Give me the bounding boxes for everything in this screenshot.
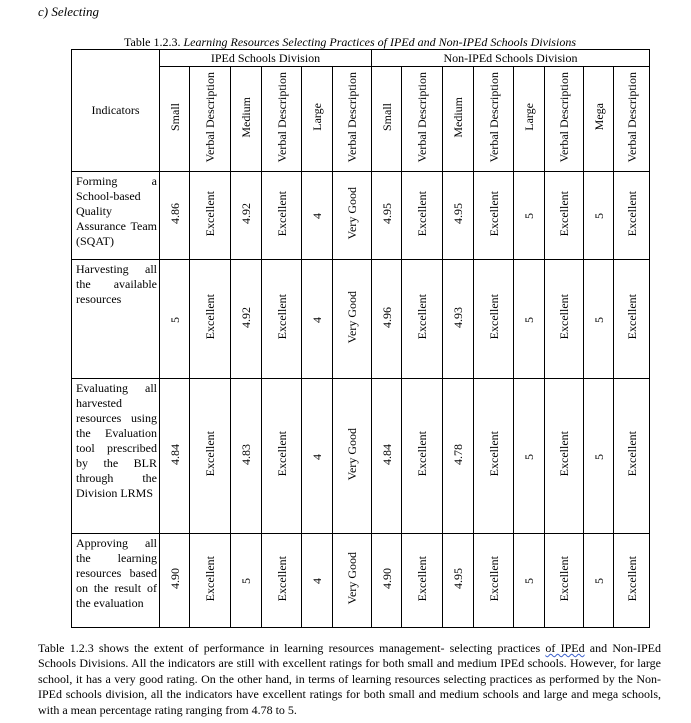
cell-value: Excellent [557,431,571,477]
table-cell [584,172,614,260]
table-cell [262,534,302,628]
cell-value: Excellent [203,190,217,237]
column-header-label: Verbal Description [624,71,639,163]
column-header [443,67,474,172]
column-header-label: Verbal Description [557,71,571,163]
column-header [231,67,262,172]
cell-value: Very Good [345,187,359,240]
column-header-label: Verbal Description [415,71,429,163]
table-cell [443,260,474,379]
column-header [262,67,302,172]
column-header [584,67,614,172]
cell-value: Excellent [486,190,501,237]
cell-value: 5 [591,316,606,323]
table-cell [614,379,650,534]
cell-value: 5 [239,578,253,584]
table-cell [402,534,443,628]
table-cell [302,260,333,379]
cell-value: 4 [310,213,324,219]
cell-value: 5 [522,453,536,460]
paragraph-part-1: Table 1.2.3 shows the extent of performance in learning resources management- selecting practices [38,641,546,655]
cell-value: Excellent [415,431,429,477]
cell-value: 5 [591,213,606,219]
cell-value: Excellent [274,431,289,477]
column-header [614,67,650,172]
cell-value: 4.92 [239,203,253,224]
cell-value: 4.84 [167,443,182,465]
group-header-iped: IPEd Schools Division [160,50,372,67]
cell-value: 4.83 [239,443,253,465]
cell-value: 5 [591,578,606,584]
cell-value: Excellent [557,190,571,237]
table-cell [333,379,372,534]
indicator-cell: Approving all the learning resources based on the result of the evaluation [72,534,160,628]
paragraph-part-2: and Non-IPEd Schools Divisions. All the indicators are still with excellent ratings for both small and medium IPEd schools. However, for large school, it has a very good rating. On the other hand, in terms of learning resources selecting practices as performed by the Non-IPEd schools division, all the indicators have excellent ratings for both small and medium schools and large and mega schools, with a mean percentage rating ranging from 4.78 to 5. [38,641,662,717]
table-cell [372,534,402,628]
table-cell [614,172,650,260]
indicator-cell: Forming a School-based Quality Assurance Team (SQAT) [72,172,160,260]
cell-value: Excellent [557,555,571,602]
selecting-practices-table [71,49,650,628]
column-header-label: Verbal Description [486,71,501,163]
cell-value: Very Good [345,290,359,344]
table-cell [160,534,190,628]
indicator-cell: Harvesting all the available resources [72,260,160,379]
cell-value: 4.95 [451,568,465,589]
column-header [474,67,514,172]
cell-value: 5 [522,316,536,323]
table-cell [614,260,650,379]
cell-value: Excellent [486,555,501,602]
column-header-label: Small [379,102,394,131]
column-header [333,67,372,172]
table-cell [372,172,402,260]
table-cell [545,172,584,260]
column-header [514,67,545,172]
table-cell [584,260,614,379]
caption-prefix: Table 1.2.3. [124,35,181,49]
cell-value: 4.84 [379,443,394,465]
table-cell [614,534,650,628]
table-cell [443,172,474,260]
table-cell [302,172,333,260]
cell-value: Excellent [203,555,217,602]
table-caption [70,35,630,50]
table-cell [160,379,190,534]
table-cell [231,534,262,628]
column-header-label: Small [167,102,182,131]
cell-value: 4.90 [379,568,394,589]
cell-value: Excellent [486,431,501,477]
column-header [545,67,584,172]
cell-value: Very Good [345,427,359,481]
column-header-label: Large [522,103,536,131]
cell-value: Very Good [345,552,359,605]
column-header-label: Large [310,103,324,131]
table-row [72,260,650,379]
cell-value: Excellent [415,190,429,237]
table-cell [372,260,402,379]
table-cell [443,379,474,534]
cell-value: Excellent [624,431,639,477]
table-cell [372,379,402,534]
table-cell [262,172,302,260]
table-row [72,172,650,260]
table-cell [190,534,231,628]
table-cell [514,172,545,260]
section-heading: c) Selecting [38,4,99,19]
table-cell [402,172,443,260]
table-cell [474,379,514,534]
caption-title: Learning Resources Selecting Practices of IPEd and Non-IPEd Schools Divisions [183,35,576,49]
table-cell [443,534,474,628]
table-cell [302,379,333,534]
column-header-label: Medium [451,96,465,138]
table-cell [402,260,443,379]
cell-value: Excellent [203,431,217,477]
table-cell [262,260,302,379]
table-cell [262,379,302,534]
cell-value: Excellent [274,555,289,602]
table-cell [333,534,372,628]
cell-value: Excellent [557,294,571,340]
column-header-label: Verbal Description [274,71,289,163]
summary-paragraph [38,641,661,718]
column-header-label: Medium [239,96,253,138]
table-cell [545,260,584,379]
cell-value: Excellent [274,294,289,340]
table-cell [545,534,584,628]
table-cell [402,379,443,534]
table-cell [514,534,545,628]
table-cell [474,534,514,628]
cell-value: 4.92 [239,306,253,328]
column-header-label: Mega [591,103,606,131]
cell-value: 4.96 [379,306,394,328]
cell-value: 5 [591,453,606,460]
column-header-label: Verbal Description [203,71,217,163]
cell-value: Excellent [624,555,639,602]
cell-value: Excellent [486,294,501,340]
table-cell [333,260,372,379]
group-header-non-iped: Non-IPEd Schools Division [372,50,650,67]
cell-value: 4.86 [167,203,182,224]
cell-value: 4.90 [167,568,182,589]
spellcheck-underlined-text: of IPEd [545,641,585,655]
column-header [402,67,443,172]
cell-value: 4.95 [451,203,465,224]
table-cell [231,172,262,260]
indicator-cell: Evaluating all harvested resources using the Evaluation tool prescribed by the BLR through the Division LRMS [72,379,160,534]
table-cell [474,172,514,260]
table-cell [514,379,545,534]
table-cell [190,379,231,534]
table-cell [584,379,614,534]
column-header [302,67,333,172]
cell-value: 4.95 [379,203,394,224]
column-header [160,67,190,172]
table-cell [190,172,231,260]
table-cell [302,534,333,628]
table-cell [160,260,190,379]
table-cell [514,260,545,379]
table-row [72,534,650,628]
column-header-label: Verbal Description [345,71,359,163]
indicators-header: Indicators [72,50,160,172]
cell-value: Excellent [624,294,639,340]
cell-value: 5 [167,316,182,323]
cell-value: 4 [310,578,324,584]
cell-value: Excellent [203,294,217,340]
cell-value: 5 [522,213,536,219]
column-header [372,67,402,172]
table-cell [190,260,231,379]
table-cell [584,534,614,628]
table-cell [231,260,262,379]
table-cell [160,172,190,260]
column-header [190,67,231,172]
cell-value: Excellent [415,555,429,602]
table-cell [231,379,262,534]
cell-value: 4 [310,316,324,323]
table-cell [333,172,372,260]
cell-value: 5 [522,578,536,584]
table-cell [545,379,584,534]
cell-value: 4 [310,453,324,460]
cell-value: Excellent [415,294,429,340]
cell-value: Excellent [624,190,639,237]
table-row [72,379,650,534]
cell-value: 4.93 [451,306,465,328]
cell-value: Excellent [274,190,289,237]
cell-value: 4.78 [451,443,465,465]
table-cell [474,260,514,379]
